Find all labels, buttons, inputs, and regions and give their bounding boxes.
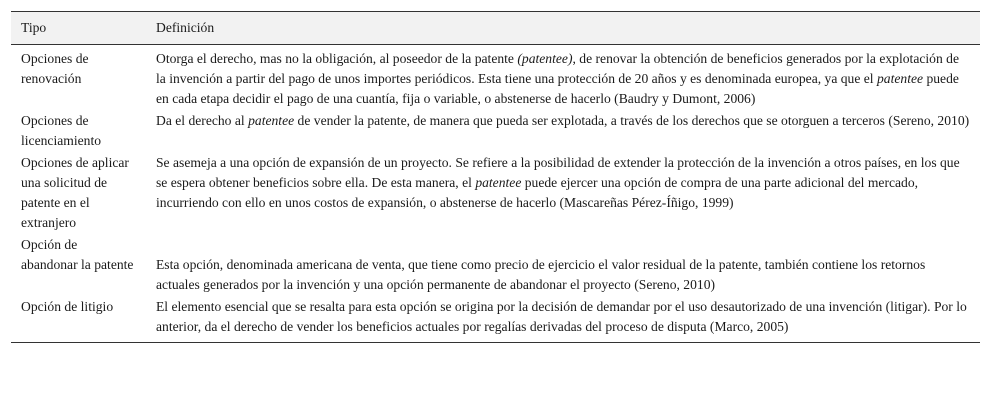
table-row	[11, 234, 980, 296]
italic-term: (patentee)	[517, 51, 573, 66]
cell-definicion	[146, 152, 980, 234]
definition-text: , de renovar la obtención de beneficios generados por la explotación de la invención a partir del pago de unos importes periódicos. Esta tiene una protección de 20 años y es denominada europea, ya que el	[156, 51, 959, 86]
table-row	[11, 152, 980, 234]
italic-term: patentee	[475, 175, 522, 190]
definition-text: puede en cada etapa decidir el pago de una cuantía, fija o variable, o abstenerse de hacerlo (Baudry y Dumont, 2006)	[156, 71, 959, 106]
cell-definicion	[146, 45, 980, 111]
header-row	[11, 12, 980, 45]
header-definicion: Definición	[146, 12, 980, 45]
definition-text: Se asemeja a una opción de expansión de un proyecto. Se refiere a la posibilidad de extender la protección de la invención a otros países, en los que se espera obtener beneficios sobre ella. De esta manera, el	[156, 155, 960, 190]
definition-text: Otorga el derecho, mas no la obligación, al poseedor de la patente	[156, 51, 518, 66]
cell-definicion	[146, 110, 980, 152]
cell-tipo: Opciones de renovación	[21, 51, 89, 86]
definition-text: Esta opción, denominada americana de venta, que tiene como precio de ejercicio el valor residual de la patente, también contiene los retornos actuales generados por la invención y una opción permanente de abandonar el proyecto (Sereno, 2010)	[156, 257, 926, 292]
table-body	[11, 45, 980, 343]
italic-term: patentee	[877, 71, 924, 86]
cell-tipo: Opción de litigio	[11, 296, 146, 343]
italic-term: patentee	[248, 113, 295, 128]
cell-definicion	[146, 234, 980, 296]
table-row	[11, 45, 980, 111]
patent-options-table	[11, 11, 980, 343]
header-tipo: Tipo	[11, 12, 146, 45]
definition-text: de vender la patente, de manera que pueda ser explotada, a través de los derechos que se otorguen a terceros (Sereno, 2010)	[294, 113, 970, 128]
definition-text: puede ejercer una opción de compra de una parte adicional del mercado, incurriendo con ello en unos costos de expansión, o abstenerse de hacerlo (Mascareñas Pérez-Íñigo, 1999)	[156, 175, 919, 210]
cell-tipo: Opciones de aplicar una solicitud de patente en el extranjero	[21, 155, 129, 230]
definition-text: Da el derecho al	[156, 113, 249, 128]
table-row	[11, 110, 980, 152]
cell-tipo: Opciones de licenciamiento	[21, 113, 102, 148]
definitions-table-wrapper	[11, 11, 980, 343]
cell-definicion	[146, 296, 980, 343]
definition-text: El elemento esencial que se resalta para esta opción se origina por la decisión de demandar por el uso desautorizado de una invención (litigar). Por lo anterior, da el derecho de vender los beneficios actuales por regalías derivadas del proceso de disputa (Marco, 2005)	[156, 299, 967, 334]
table-header	[11, 12, 980, 45]
cell-tipo: Opción de abandonar la patente	[21, 237, 134, 272]
table-row	[11, 296, 980, 343]
